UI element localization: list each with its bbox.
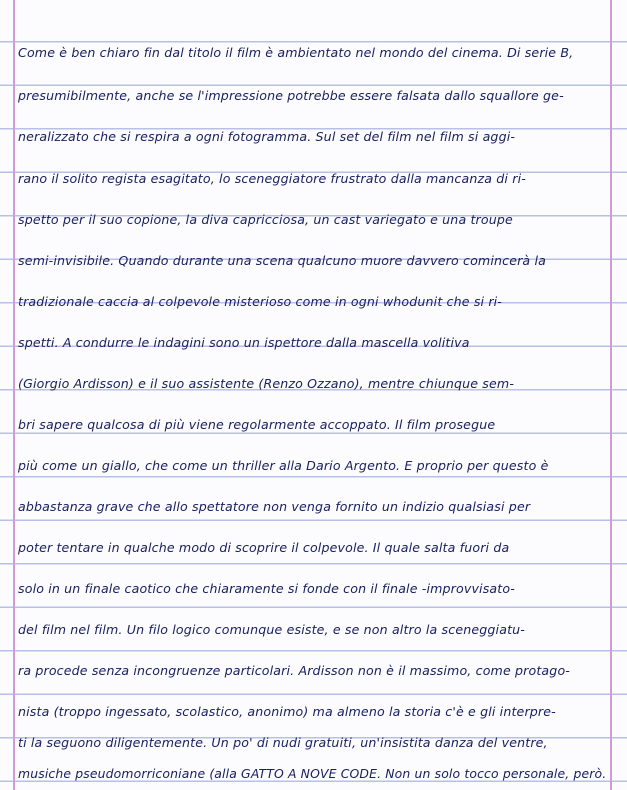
text-line: bri sapere qualcosa di più viene regolarmente accoppato. Il film prosegue [18, 417, 496, 432]
text-line: poter tentare in qualche modo di scoprire il colpevole. Il quale salta fuori da [18, 540, 510, 555]
right-margin-line [610, 0, 612, 790]
text-line: semi-invisibile. Quando durante una scena qualcuno muore davvero comincerà la [18, 253, 546, 268]
text-line: solo in un finale caotico che chiaramente si fonde con il finale -improvvisato- [18, 581, 515, 596]
text-line: rano il solito regista esagitato, lo sceneggiatore frustrato dalla mancanza di ri- [18, 171, 526, 186]
text-line: spetti. A condurre le indagini sono un ispettore dalla mascella volitiva [18, 335, 470, 350]
text-line: ti la seguono diligentemente. Un po' di nudi gratuiti, un'insistita danza del ventre, [18, 735, 548, 750]
text-line: Come è ben chiaro fin dal titolo il film è ambientato nel mondo del cinema. Di serie B, [18, 45, 574, 60]
text-line: (Giorgio Ardisson) e il suo assistente (Renzo Ozzano), mentre chiunque sem- [18, 376, 515, 391]
text-line: ra procede senza incongruenze particolari. Ardisson non è il massimo, come protago- [18, 663, 570, 678]
text-line: nista (troppo ingessato, scolastico, anonimo) ma almeno la storia c'è e gli interpre- [18, 704, 556, 719]
text-line: abbastanza grave che allo spettatore non venga fornito un indizio qualsiasi per [18, 499, 531, 514]
text-line: presumibilmente, anche se l'impressione potrebbe essere falsata dallo squallore ge- [18, 88, 564, 103]
text-line: tradizionale caccia al colpevole misterioso come in ogni whodunit che si ri- [18, 294, 503, 309]
text-line: musiche pseudomorriconiane (alla GATTO A NOVE CODE. Non un solo tocco personale, però. [18, 766, 607, 781]
text-line: spetto per il suo copione, la diva capricciosa, un cast variegato e una troupe [18, 212, 513, 227]
text-line: del film nel film. Un filo logico comunque esiste, e se non altro la sceneggiatu- [18, 622, 525, 637]
left-margin-line [13, 0, 15, 790]
text-line: neralizzato che si respira a ogni fotogramma. Sul set del film nel film si aggi- [18, 129, 516, 144]
text-line: più come un giallo, che come un thriller alla Dario Argento. E proprio per questo è [18, 458, 549, 473]
